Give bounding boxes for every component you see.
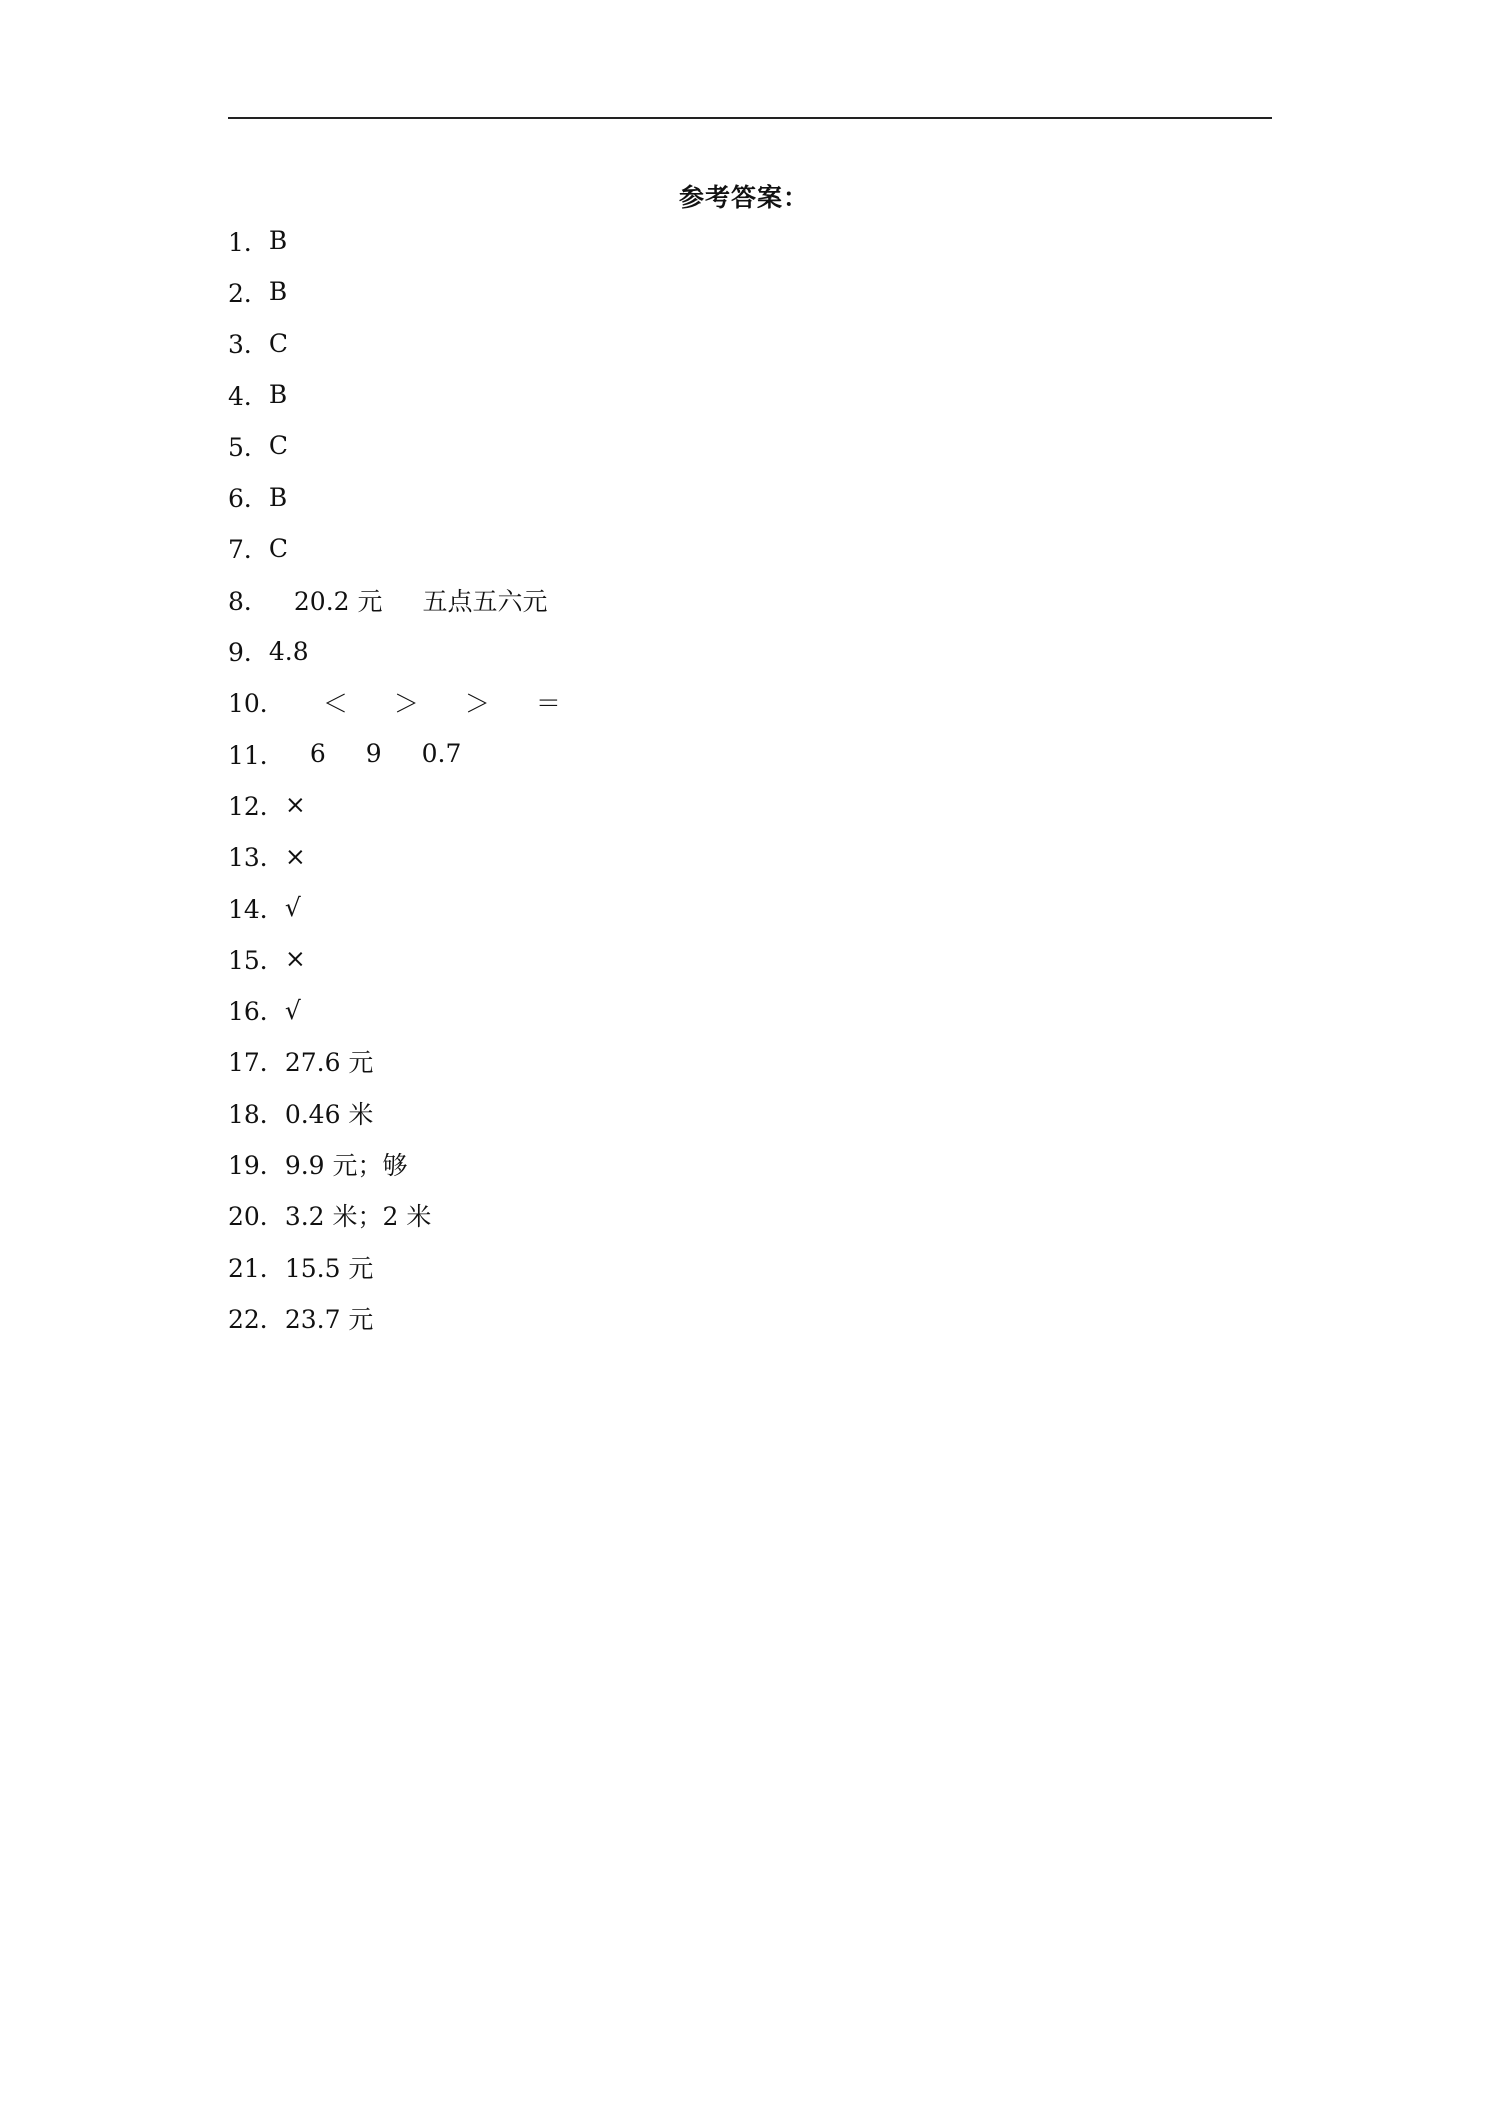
answer-value: B [268, 380, 288, 410]
answer-number: 6． [228, 484, 269, 514]
answer-row [228, 523, 561, 574]
answer-number: 18． [228, 1099, 285, 1129]
answer-row [228, 831, 561, 882]
answer-row [228, 1241, 561, 1292]
answer-number: 17． [228, 1048, 285, 1078]
answer-number: 10． [228, 689, 285, 719]
answer-row [228, 1292, 561, 1343]
answer-row [228, 1138, 561, 1189]
answer-row [228, 1087, 561, 1138]
answer-row [228, 420, 561, 471]
answer-row [228, 728, 561, 779]
answer-value: C [268, 533, 289, 563]
answer-value: ＞ [464, 689, 490, 719]
answer-number: 15． [228, 945, 285, 975]
answer-row [228, 215, 561, 266]
answer-value: ＝ [535, 689, 561, 719]
answer-value: 4.8 [268, 636, 309, 666]
answer-number: 22． [228, 1304, 285, 1334]
answer-row [228, 471, 561, 522]
answer-value: √ [284, 995, 301, 1025]
answer-number: 13． [228, 843, 285, 873]
answer-number: 2． [228, 278, 269, 308]
answer-value: B [268, 226, 288, 256]
answer-number: 5． [228, 432, 269, 462]
answer-value: 0.46 米 [284, 1099, 374, 1129]
answer-value: 15.5 元 [284, 1253, 374, 1283]
answer-row [228, 1190, 561, 1241]
answer-value: √ [284, 893, 301, 922]
answer-value: 3.2 米；2 米 [284, 1202, 432, 1232]
answer-value: ＞ [393, 689, 419, 719]
answer-number: 14． [228, 894, 285, 924]
answer-value: C [268, 431, 289, 461]
answer-row [228, 318, 561, 369]
answer-value: 9 [365, 739, 382, 769]
answer-number: 3． [228, 330, 269, 360]
answer-value: 0.7 [421, 739, 462, 769]
answer-number: 19． [228, 1150, 285, 1180]
answer-value: 27.6 元 [284, 1048, 374, 1078]
answer-value: C [268, 328, 289, 358]
header-rule [228, 117, 1272, 119]
answer-value: × [284, 841, 306, 871]
answer-row [228, 933, 561, 984]
answer-number: 4． [228, 381, 269, 411]
answer-number: 16． [228, 997, 285, 1027]
answer-row [228, 882, 561, 933]
answer-number: 12． [228, 791, 285, 821]
answer-number: 11． [228, 740, 285, 770]
answer-row [228, 1036, 561, 1087]
answer-value: ＜ [322, 689, 348, 719]
answer-value: 6 [309, 739, 326, 769]
answer-value: × [284, 790, 306, 820]
answer-value: 23.7 元 [284, 1304, 374, 1334]
answer-number: 8． [228, 586, 269, 616]
answer-number: 7． [228, 535, 269, 565]
page-title: 参考答案： [678, 183, 809, 212]
answer-row [228, 574, 561, 625]
answer-number: 9． [228, 638, 269, 668]
answer-list [228, 215, 561, 1344]
answer-number: 21． [228, 1253, 285, 1283]
answer-value: × [284, 944, 306, 974]
answer-value: B [268, 277, 288, 307]
answer-value: 20.2 元 [293, 586, 383, 616]
answer-value: 9.9 元；够 [284, 1150, 408, 1180]
answer-row [228, 779, 561, 830]
answer-row [228, 266, 561, 317]
answer-row [228, 677, 561, 728]
answer-row [228, 625, 561, 676]
answer-row [228, 369, 561, 420]
answer-value: 五点五六元 [422, 586, 548, 616]
answer-number: 1． [228, 227, 269, 257]
answer-row [228, 984, 561, 1035]
answer-value: B [268, 482, 288, 512]
answer-number: 20． [228, 1202, 285, 1232]
